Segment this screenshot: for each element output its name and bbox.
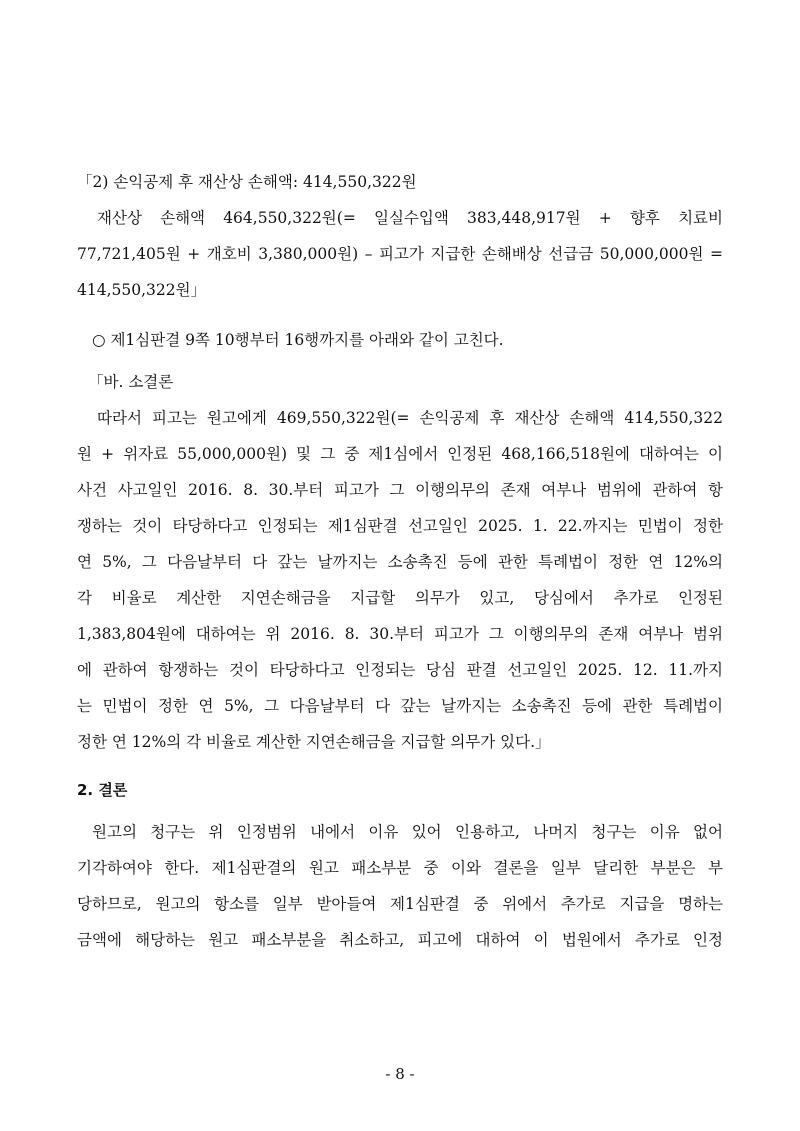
paragraph-line: 에 관하여 항쟁하는 것이 타당하다고 인정되는 당심 판결 선고일인 2025. 12. 11.까지 [77, 661, 723, 679]
paragraph-line: 1,383,804원에 대하여는 위 2016. 8. 30.부터 피고가 그 이행의무의 존재 여부나 범위 [77, 625, 723, 643]
paragraph-line: 금액에 해당하는 원고 패소부분을 취소하고, 피고에 대하여 이 법원에서 추가로 인정 [77, 931, 723, 949]
paragraph-line: 414,550,322원」 [77, 281, 207, 299]
amendment-bullet: ○ 제1심판결 9쪽 10행부터 16행까지를 아래와 같이 고친다. [92, 331, 504, 349]
paragraph-line: 원 + 위자료 55,000,000원) 및 그 중 제1심에서 인정된 468,166,518원에 대하여는 이 [77, 445, 723, 463]
paragraph-line: 당하므로, 원고의 항소를 일부 받아들여 제1심판결 중 위에서 추가로 지급을 명하는 [77, 895, 723, 913]
section-heading-conclusion: 2. 결론 [77, 781, 128, 799]
paragraph-line: 77,721,405원 + 개호비 3,380,000원) – 피고가 지급한 손해배상 선급금 50,000,000원 = [77, 245, 723, 263]
paragraph-line: 쟁하는 것이 타당하다고 인정되는 제1심판결 선고일인 2025. 1. 22.까지는 민법이 정한 [77, 517, 723, 535]
paragraph-line: 사건 사고일인 2016. 8. 30.부터 피고가 그 이행의무의 존재 여부나 범위에 관하여 항 [77, 481, 723, 499]
subsection-heading-conclusion: 「바. 소결론 [88, 373, 174, 391]
paragraph-line: 재산상 손해액 464,550,322원(= 일실수입액 383,448,917원 + 향후 치료비 [97, 209, 723, 227]
paragraph-line: 원고의 청구는 위 인정범위 내에서 이유 있어 인용하고, 나머지 청구는 이유 없어 [92, 823, 723, 841]
paragraph-line: 연 5%, 그 다음날부터 다 갚는 날까지는 소송촉진 등에 관한 특례법이 정한 연 12%의 [77, 553, 723, 571]
paragraph-line: 따라서 피고는 원고에게 469,550,322원(= 손익공제 후 재산상 손해액 414,550,322 [97, 409, 723, 427]
paragraph-line: 는 민법이 정한 연 5%, 그 다음날부터 다 갚는 날까지는 소송촉진 등에 관한 특례법이 [77, 697, 723, 715]
paragraph-line: 기각하여야 한다. 제1심판결의 원고 패소부분 중 이와 결론을 일부 달리한 부분은 부 [77, 859, 723, 877]
paragraph-line: 정한 연 12%의 각 비율로 계산한 지연손해금을 지급할 의무가 있다.」 [77, 733, 551, 751]
paragraph-line: 각 비율로 계산한 지연손해금을 지급할 의무가 있고, 당심에서 추가로 인정된 [77, 589, 723, 607]
subsection-heading-net-property-damage: 「2) 손익공제 후 재산상 손해액: 414,550,322원 [77, 173, 417, 191]
page-number: - 8 - [385, 1065, 415, 1083]
